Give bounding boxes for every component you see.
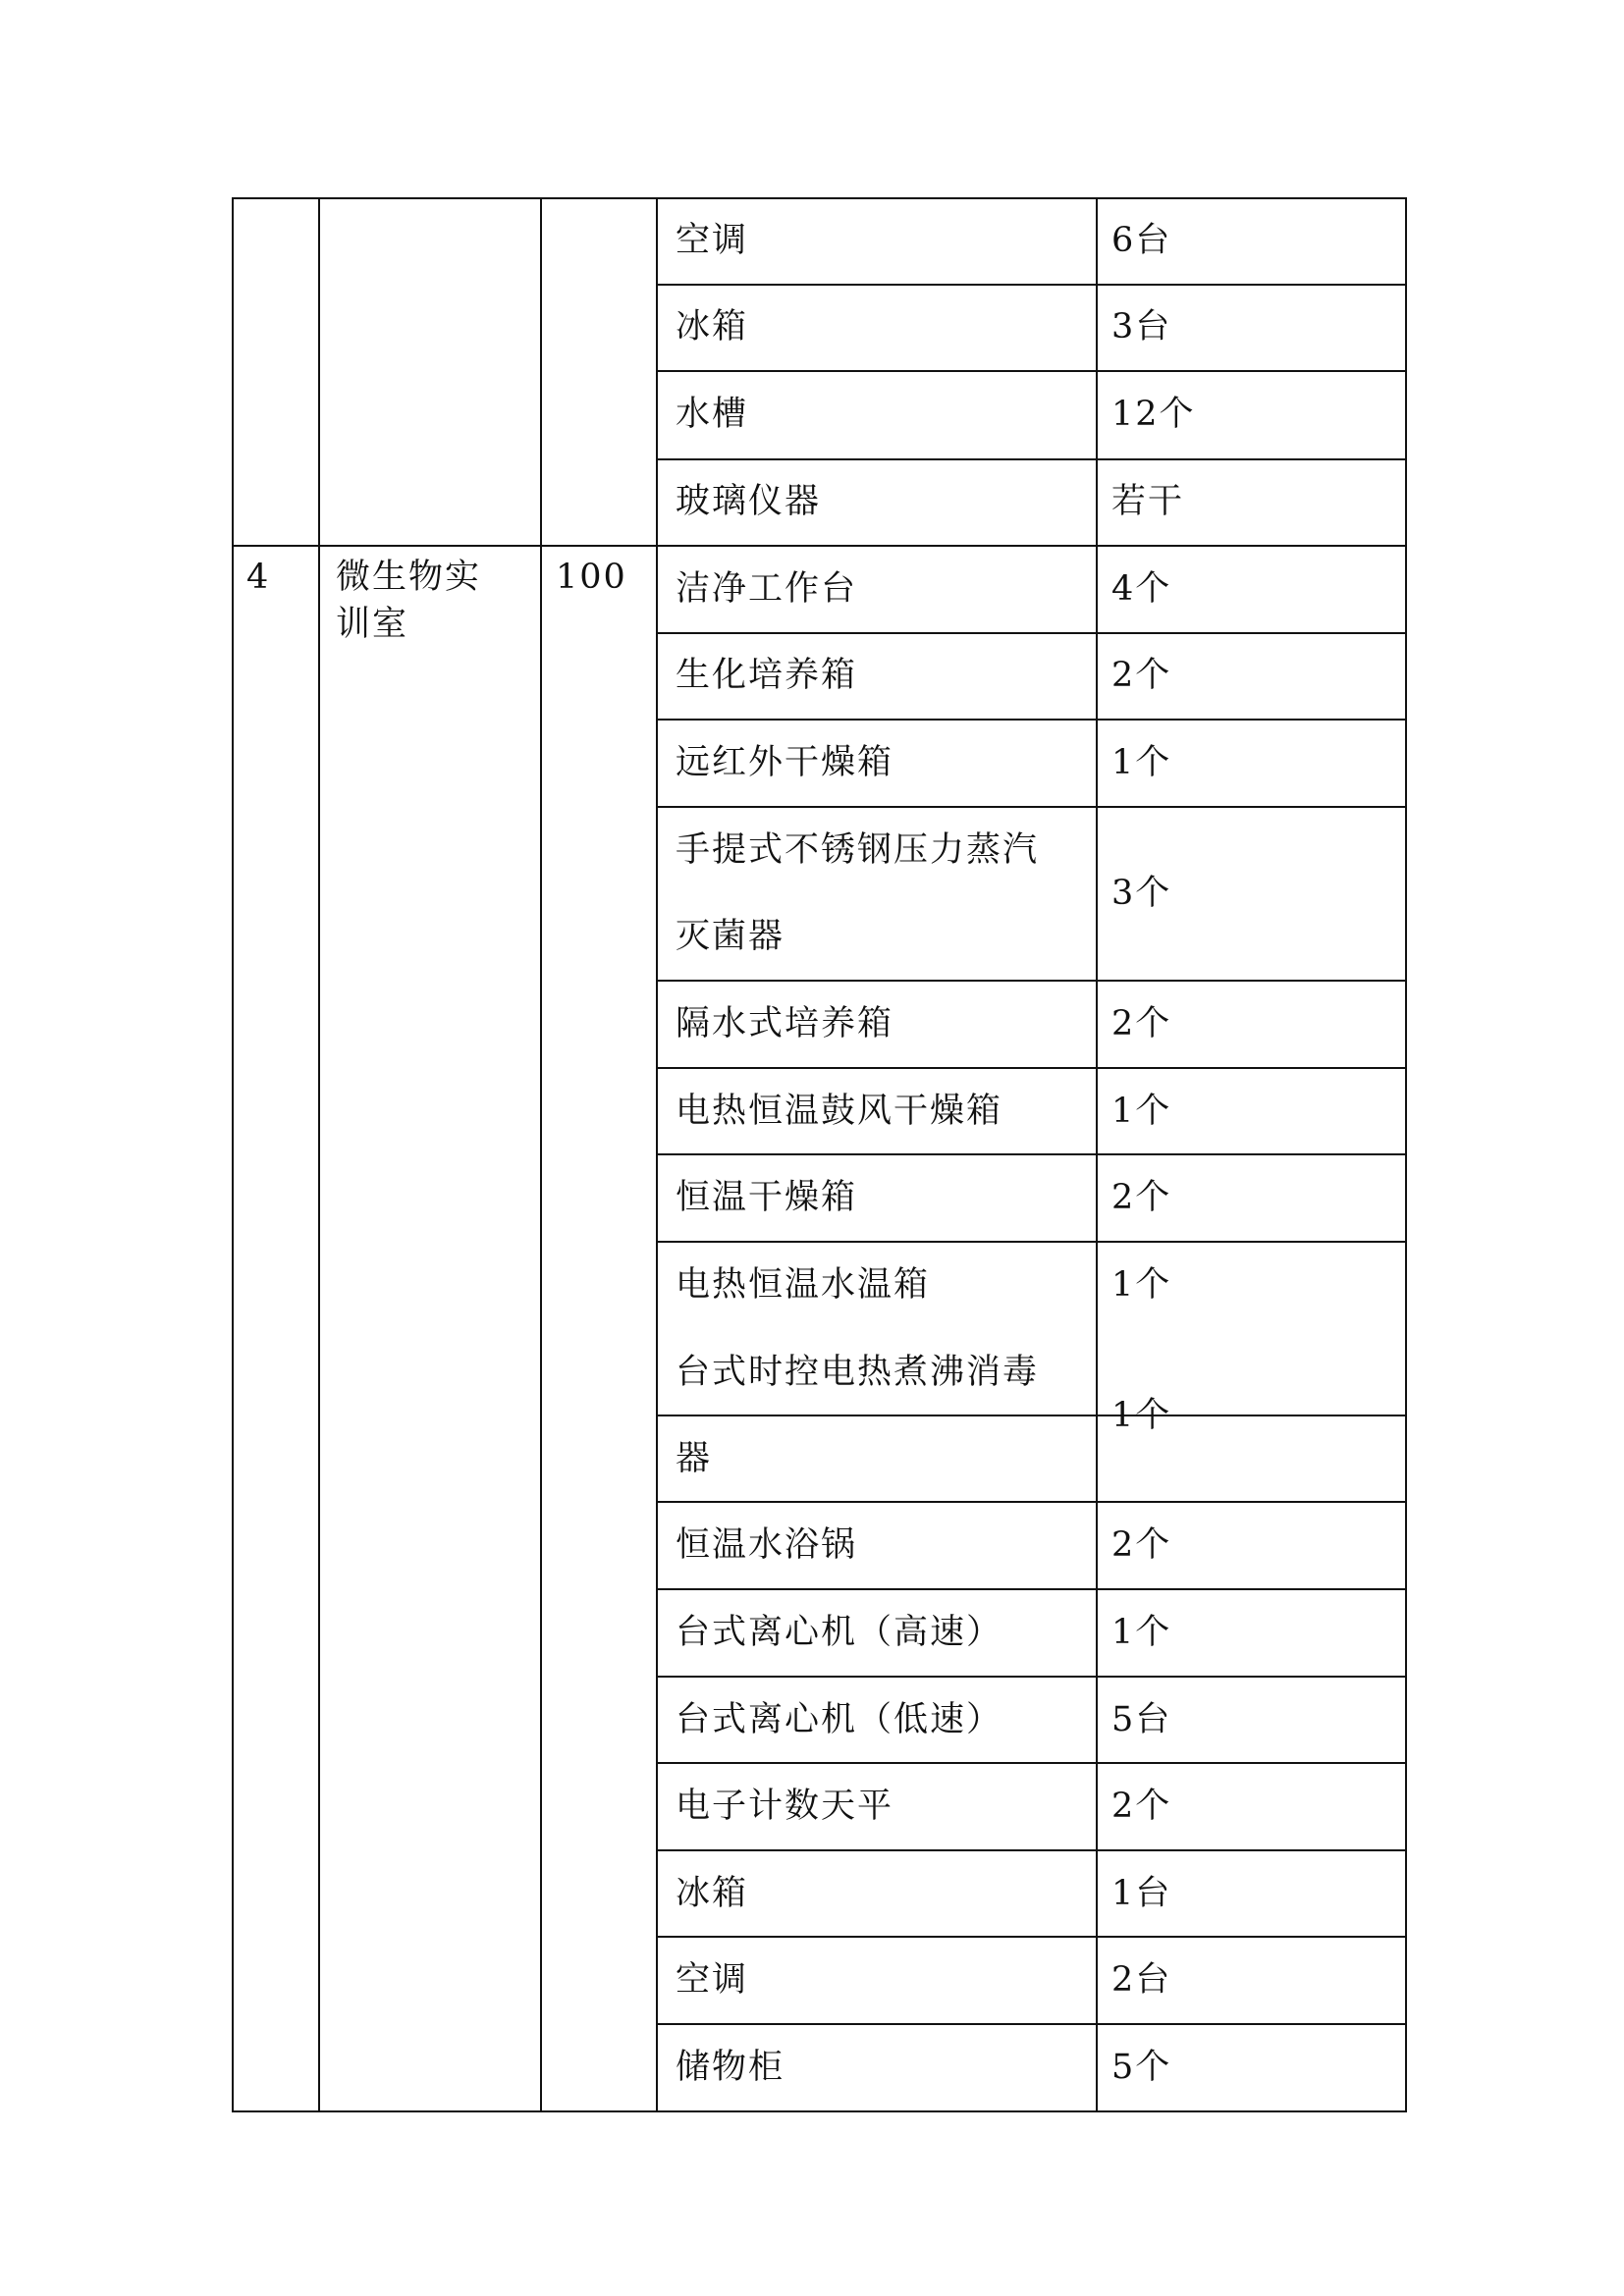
row-divider bbox=[656, 806, 1407, 808]
item-name: 电热恒温鼓风干燥箱 bbox=[676, 1092, 1003, 1131]
item-quantity: 1台 bbox=[1111, 1874, 1172, 1913]
item-name-line2: 器 bbox=[676, 1439, 713, 1478]
table-border-bottom bbox=[232, 2110, 1407, 2112]
item-quantity: 4个 bbox=[1111, 569, 1172, 609]
item-name: 空调 bbox=[676, 221, 749, 260]
row-divider bbox=[656, 284, 1407, 286]
row-divider bbox=[656, 2023, 1407, 2025]
item-quantity: 2个 bbox=[1111, 1178, 1172, 1217]
lab-name-line2: 训室 bbox=[336, 605, 409, 644]
item-quantity: 2个 bbox=[1111, 1787, 1172, 1826]
row-divider bbox=[656, 1936, 1407, 1938]
row-divider bbox=[656, 1676, 1407, 1678]
item-quantity: 2个 bbox=[1111, 1004, 1172, 1043]
item-quantity: 1个 bbox=[1111, 743, 1172, 782]
row-divider bbox=[656, 1849, 1407, 1851]
item-name: 玻璃仪器 bbox=[676, 482, 822, 521]
lab-name-line1: 微生物实 bbox=[336, 558, 482, 597]
column-divider bbox=[540, 197, 542, 2112]
item-quantity: 1个 bbox=[1111, 1613, 1172, 1652]
item-name: 恒温水浴锅 bbox=[676, 1525, 858, 1565]
item-name: 水槽 bbox=[676, 395, 749, 434]
row-divider bbox=[656, 632, 1407, 634]
item-quantity: 1个 bbox=[1111, 1092, 1172, 1131]
row-divider bbox=[656, 1067, 1407, 1069]
item-name: 生化培养箱 bbox=[676, 656, 858, 695]
item-quantity: 5个 bbox=[1111, 2048, 1172, 2087]
row-divider bbox=[656, 1241, 1407, 1243]
item-name: 远红外干燥箱 bbox=[676, 743, 894, 782]
item-quantity: 2个 bbox=[1111, 656, 1172, 695]
item-quantity: 3个 bbox=[1111, 874, 1172, 913]
item-quantity: 12个 bbox=[1111, 395, 1196, 434]
item-name: 恒温干燥箱 bbox=[676, 1178, 858, 1217]
item-name: 台式离心机（高速） bbox=[676, 1613, 1003, 1652]
row-divider bbox=[656, 370, 1407, 372]
item-name: 洁净工作台 bbox=[676, 569, 858, 609]
row-divider bbox=[656, 1501, 1407, 1503]
item-name: 台式离心机（低速） bbox=[676, 1700, 1003, 1739]
row-divider bbox=[656, 719, 1407, 721]
lab-area: 100 bbox=[556, 558, 627, 597]
table-border-left bbox=[232, 197, 234, 2112]
item-name: 隔水式培养箱 bbox=[676, 1004, 894, 1043]
row-divider-full bbox=[232, 545, 1407, 547]
row-divider bbox=[656, 1762, 1407, 1764]
row-divider bbox=[656, 980, 1407, 982]
item-name: 冰箱 bbox=[676, 1874, 749, 1913]
column-divider bbox=[318, 197, 320, 2112]
item-name: 冰箱 bbox=[676, 307, 749, 347]
item-name-line1: 手提式不锈钢压力蒸汽 bbox=[676, 830, 1040, 870]
item-quantity: 3台 bbox=[1111, 307, 1172, 347]
item-quantity: 6台 bbox=[1111, 221, 1172, 260]
item-name: 电热恒温水温箱 bbox=[676, 1265, 931, 1305]
row-divider bbox=[656, 1415, 1407, 1416]
item-quantity: 若干 bbox=[1111, 482, 1185, 521]
item-quantity: 2个 bbox=[1111, 1525, 1172, 1565]
table-border-top bbox=[232, 197, 1407, 199]
row-divider bbox=[656, 1153, 1407, 1155]
item-name: 储物柜 bbox=[676, 2048, 785, 2087]
item-name-line2: 灭菌器 bbox=[676, 917, 785, 956]
row-divider bbox=[656, 458, 1407, 460]
item-quantity: 1个 bbox=[1111, 1265, 1172, 1305]
row-divider bbox=[656, 1588, 1407, 1590]
lab-index: 4 bbox=[246, 558, 271, 597]
item-name: 电子计数天平 bbox=[676, 1787, 894, 1826]
equipment-table bbox=[232, 197, 1407, 2112]
item-name-line1: 台式时控电热煮沸消毒 bbox=[676, 1353, 1040, 1392]
item-quantity: 5台 bbox=[1111, 1700, 1172, 1739]
item-quantity: 1个 bbox=[1111, 1396, 1172, 1435]
item-name: 空调 bbox=[676, 1960, 749, 2000]
item-quantity: 2台 bbox=[1111, 1960, 1172, 2000]
